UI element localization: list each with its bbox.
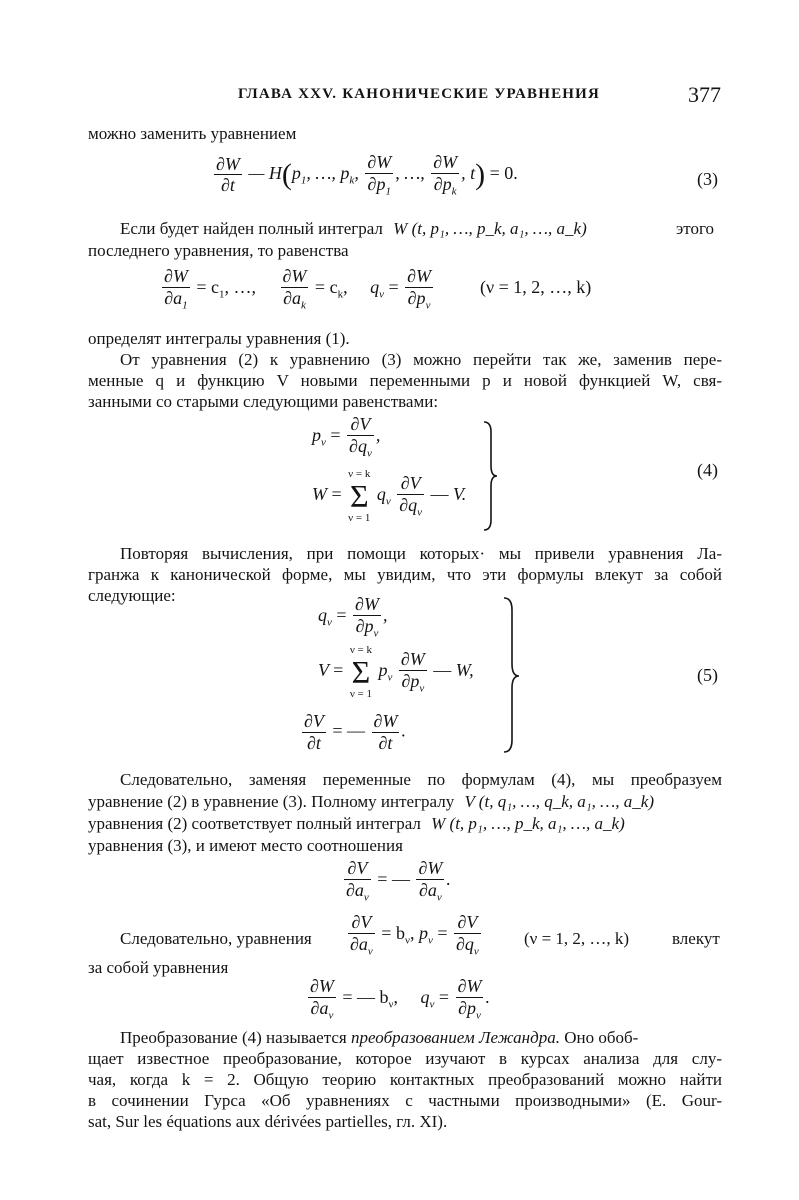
text-line: менные q и функцию V новыми переменными p и новой функцией W, свя- xyxy=(88,371,722,390)
condition: (ν = 1, 2, …, k) xyxy=(524,929,630,948)
text-line: Преобразование (4) называется преобразованием Лежандра. Оно обоб- xyxy=(120,1028,639,1047)
right-brace xyxy=(480,420,500,532)
text-line: sat, Sur les équations aux dérivées partielles, гл. XI). xyxy=(88,1112,448,1131)
formula-inline: W (t, p₁, …, p_k, a₁, …, a_k) xyxy=(431,814,625,833)
condition: (ν = 1, 2, …, k) xyxy=(480,277,592,298)
text-line: занными со старыми следующими равенствами: xyxy=(88,392,439,411)
text-line: От уравнения (2) к уравнению (3) можно перейти так же, заменив пере- xyxy=(120,350,722,369)
text-line: следующие: xyxy=(88,586,176,605)
text-line: уравнения (3), и имеют место соотношения xyxy=(88,836,403,855)
text-line: щает известное преобразование, которое изучают в курсах анализа для слу- xyxy=(88,1049,722,1068)
text-line: Следовательно, заменяя переменные по формулам (4), мы преобразуем xyxy=(120,770,722,789)
right-brace xyxy=(500,596,524,754)
formula-inline: V (t, q₁, …, q_k, a₁, …, a_k) xyxy=(464,792,654,811)
text-line: определят интегралы уравнения (1). xyxy=(88,329,350,348)
text-line: за собой уравнения xyxy=(88,958,229,977)
text-line: уравнение (2) в уравнение (3). Полному интегралу V (t, q₁, …, q_k, a₁, …, a_k) xyxy=(88,792,654,811)
equation-number: (3) xyxy=(697,169,718,189)
page: ГЛАВА XXV. КАНОНИЧЕСКИЕ УРАВНЕНИЯ 377 можно заменить уравнением $\frac{\partial W}{\partial t}$ — $H(p_1$, …, $p_k$, $\frac{\partial W}{\partial p_1}$ , …, $\frac{\partial W}{\partial p_k}$ , t) = 0. (3) Если будет найден полный интеграл W (t, p₁, …, p_k, a₁, …, a_k) этого последнего уравнения, то равенства $\frac{\partial W}{\partial a_1}$ = $c_1$, …, $\frac{\partial W}{\partial a_k}$ = $c_k$, $q_\nu$ = $\frac{\partial W}{\partial p_\nu}$ (ν = 1, 2, …, k) определят интегралы уравнения (1). От уравнения (2) к уравнению (3) можно перейти так же, заменив пере- менные q и функцию V новыми переменными p и новой функцией W, свя- занными со старыми следующими равенствами: $p_\nu$ = $\frac{\partial V}{\partial q_\nu}$ , W = ν = k Σ ν = 1 $q_\nu$ $\frac{\partial V}{\partial q_\nu}$ — V. (4) Повторяя вычисления, при помощи которых· мы привели уравнения Ла- гранжа к канонической форме, мы увидим, что эти формулы влекут за собой следующие: $q_\nu$ = $\frac{\partial W}{\partial p_\nu}$ , V = ν = k Σ ν = 1 $p_\nu$ $\frac{\partial W}{\partial p_\nu}$ — W, $\frac{\partial V}{\partial t}$ = — $\frac{\partial W}{\partial t}$ . (5) Следовательно, заменяя переменные по формулам (4), мы преобразуем уравнение (2) в уравнение (3). Полному интегралу V (t, q₁, …, q_k, a₁, …, a_k) уравнения (2) соответствует полный интеграл W (t, p₁, …, p_k, a₁, …, a_k) уравнения (3), и имеют место соотношения $\frac{\partial V}{\partial a_\nu}$ = — $\frac{\partial W}{\partial a_\nu}$ . Следовательно, уравнения $\frac{\partial V}{\partial a_\nu}$ = $b_\nu$, $p_\nu$ = $\frac{\partial V}{\partial q_\nu}$ (ν = 1, 2, …, k) влекут за собой уравнения $\frac{\partial W}{\partial a_\nu}$ = — $b_\nu$, $q_\nu$ = $\frac{\partial W}{\partial p_\nu}$ . Преобразование (4) называется преобразованием Лежандра. Оно обоб- щает известное преобразование, которое изучают в курсах анализа для слу- чая, когда k = 2. Общую теорию контактных преобразований можно найти в сочинении Гурса «Об уравнениях с частными производными» (E. Gour- sat, Sur les équations aux dérivées partielles, гл. XI). xyxy=(88,82,722,1131)
text-line: чая, когда k = 2. Общую теорию контактных преобразований можно найти xyxy=(88,1070,722,1089)
emphasis: преобразованием Лежандра. xyxy=(350,1028,560,1047)
text-line: Следовательно, уравнения xyxy=(120,929,312,948)
text-line: Повторяя вычисления, при помощи которых· мы привели уравнения Ла- xyxy=(120,544,722,563)
page-number: 377 xyxy=(688,82,721,107)
equation-number: (5) xyxy=(697,665,718,685)
text-line: этого xyxy=(676,219,715,238)
text-line: в сочинении Гурса «Об уравнениях с частными производными» (E. Gour- xyxy=(88,1091,722,1110)
text-line: уравнения (2) соответствует полный интеграл W (t, p₁, …, p_k, a₁, …, a_k) xyxy=(88,814,625,833)
text-line: Если будет найден полный интеграл W (t, p₁, …, p_k, a₁, …, a_k) xyxy=(120,219,587,238)
text-line: влекут xyxy=(672,929,720,948)
text-line: последнего уравнения, то равенства xyxy=(88,241,349,260)
text-line: гранжа к канонической форме, мы увидим, что эти формулы влекут за собой xyxy=(88,565,722,584)
formula-inline: W (t, p₁, …, p_k, a₁, …, a_k) xyxy=(393,219,587,238)
text-line: можно заменить уравнением xyxy=(88,124,297,143)
equation-number: (4) xyxy=(697,460,718,480)
running-header: ГЛАВА XXV. КАНОНИЧЕСКИЕ УРАВНЕНИЯ xyxy=(238,86,601,102)
